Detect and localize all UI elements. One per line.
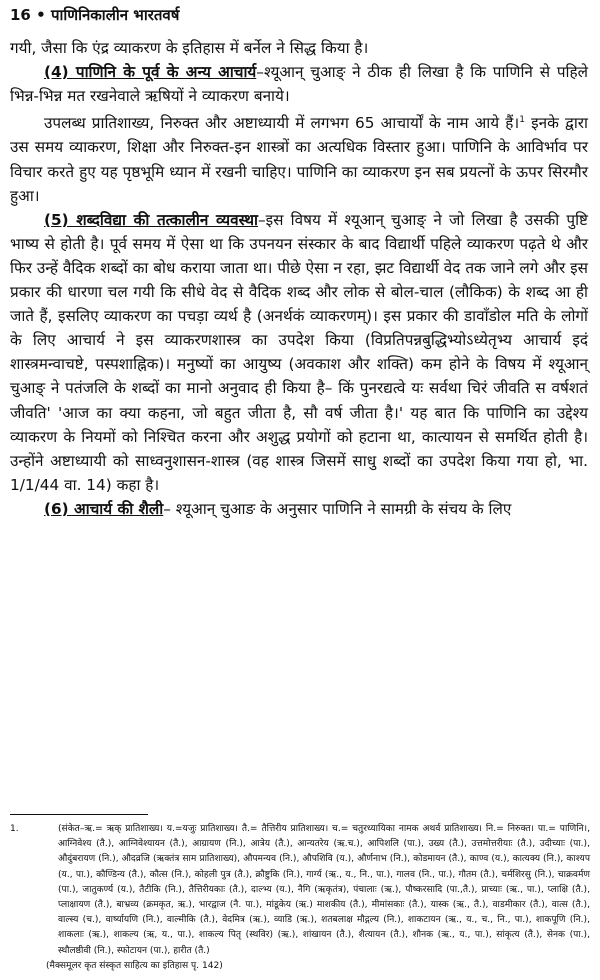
footnote-source: (मैक्समूलर कृत संस्कृत साहित्य का इतिहास पृ. 142) [46, 960, 223, 971]
running-title: पाणिनिकालीन भारतवर्ष [50, 6, 180, 24]
footnote-text [46, 822, 590, 974]
section-heading-6: (6) आचार्य की शैली [44, 499, 164, 518]
paragraph-continuation: गयी, जैसा कि एंद्र व्याकरण के इतिहास में बर्नेल ने सिद्ध किया है। [10, 39, 369, 57]
footnote-number: 1. [10, 824, 19, 834]
section-heading-4: (4) पाणिनि के पूर्व के अन्य आचार्य [44, 63, 257, 82]
paragraph-other-teachers: (4) पाणिनि के पूर्व के अन्य आचार्य–श्यूआन् चुआङ् ने ठीक ही लिखा है कि पाणिनि से पहिले भिन्न-भिन्न मत रखनेवाले ऋषियों ने व्याकरण बनाये। [10, 63, 588, 106]
paragraph-teacher-style: (6) आचार्य की शैली– श्यूआन् चुआङ के अनुसार पाणिनि ने सामग्री के संचय के लिए [44, 499, 512, 518]
page-header [10, 2, 590, 28]
section-heading-5: (5) शब्दविद्या की तत्कालीन व्यवस्था [44, 210, 258, 229]
footnote-divider [10, 814, 148, 815]
footnote-teacher-list: (संकेत–ऋ.= ऋक् प्रातिशाख्य। य.=यजुः प्रातिशाख्य। तै.= तैत्तिरीय प्रातिशाख्य। च.= चतुरध्यायिका नामक अथर्व प्रातिशाख्य। नि.= निरुक्त। पा.= पाणिनि।, आग्निवेश्य (तै.), आग्निवेश्यायन (तै.), आग्रायण (नि.), आत्रेय (तै.), आन्यतरेय (ऋ.च.), आपिशलि (पा.), उख्य (तै.), उत्तमोत्तरीयाः (तै.), उदीच्याः (पा.), औदुंबरायण (नि.), औदव्रजि (ऋक्तंत्र साम प्रातिशाख्य), औपमन्यव (नि.), औपशिवि (य.), और्णनाभ (नि.), कोडमायन (तै.), काण्व (य.), कात्यक्य (नि.), काश्यप (य., पा.), कौण्डिन्य (तै.), कौत्स (नि.), कोहली पुत्र (तै.), क्रौष्टुकि (नि.), गार्ग्य (ऋ., य., नि., पा.), गालव (नि., पा.), गौतम (तै.), चर्मशिरसु (नि.), चाक्रवर्मण (पा.), जातुकर्ण्य (य.), तैटीकि (नि.), तैत्तिरीयकाः (तै.), दाल्भ्य (य.), नैगि (ऋकृतंत्र), पंचालाः (ऋ.), पौष्करसादि (पा.,तै.), प्राच्याः (ऋ., पा.), प्लाक्षि (तै.), प्लाक्षायण (तै.), बाभ्रव्य (क्रमकृत, ऋ.), भारद्वाज (नै. पा.), मांडूकेय (ऋ.) माशकीय (तै.), मीमांसकाः (तै.), यास्क (ऋ., तै.), वाडमीकार (तै.), वात्स (तै.), वाल्स्य (च.), वार्ष्यायणि (नि.), वाल्मीकि (तै.), वेदमित्र (ऋ.), व्याडि (ऋ.), शतबलाक्ष मौद्गल्य (नि.), शाकटायन (ऋ., य., च., नि., पा.), शाकपूणि (नि.), शाकलाः (ऋ.), शाकल्य (ऋ, य., पा.), शाकल्य पितृ (स्थविर) (ऋ.), शांखायन (तै.), शैत्यायन (तै.), शौनक (ऋ., य., पा.), सांकृत्य (तै.), सेनक (पा.), स्थौलष्ठीवी (नि.), स्फोटायन (पा.), हारीत (तै.) [58, 824, 590, 956]
paragraph-sixty-five-teachers: उपलब्ध प्रातिशाख्य, निरुक्त और अष्टाध्यायी में लगभग 65 आचार्यों के नाम आये हैं।$^1$ इनके द्वारा उस समय व्याकरण, शिक्षा और निरुक्त-इन शास्त्रों का अत्यधिक विस्तार हुआ। पाणिनि के आविर्भाव पर विचार करते हुए यह पृष्ठभूमि ध्यान में रखनी चाहिए। पाणिनि का व्याकरण इन सब प्रयत्नों के ऊपर सिरमौर हुआ। [10, 114, 589, 205]
header-separator: • [36, 6, 46, 24]
page-number: 16 [10, 6, 31, 24]
body-text [10, 36, 588, 521]
paragraph-grammar-system: (5) शब्दविद्या की तत्कालीन व्यवस्था–इस विषय में श्यूआन् चुआङ् ने जो लिखा है उसकी पुष्टि भाष्य से होती है। पूर्व समय में ऐसा था कि उपनयन संस्कार के बाद विद्यार्थी पहिले व्याकरण पढ़ते थे और फिर उन्हें वैदिक शब्दों का बोध कराया जाता था। पीछे ऐसा न रहा, झट विद्यार्थी वेद तक जाने लगे और इस प्रकार की धारणा चल गयी कि सीधे वेद से वैदिक शब्द और लोक से बोल-चाल (लौकिक) के शब्द आ ही जाते हैं, इसलिए व्याकरण का पचड़ा व्यर्थ है (अनर्थकं व्याकरणम्)। इस प्रकार की डावाँडोल मति के लोगों के लिए आचार्य ने इस व्याकरणशास्त्र का उपदेश किया (विप्रतिपन्नबुद्धिभ्योऽध्येतृभ्य आचार्य इदं शास्त्रमन्वाचष्टे, पस्पशाह्निक)। मनुष्यों का आयुष्य (अवकाश और शक्ति) कम होने के विषय में श्यूआन् चुआङ् ने पतंजलि के शब्दों का मानो अनुवाद ही किया है– किं पुनरद्यत्वे यः सर्वथा चिरं जीवति स वर्षशतं जीवति' 'आज का क्या कहना, जो बहुत जीता है, सौ वर्ष जीता है।' यह बात कि पाणिनि का उद्देश्य व्याकरण के नियमों को निश्चित करना और अशुद्ध प्रयोगों को हटाना था, कात्यायन से समर्थित होती है। उन्होंने अष्टाध्यायी को साध्वनुशासन-शास्त्र (वह शास्त्र जिसमें साधु शब्दों का उपदेश किया गया हो, भा. 1/1/44 वा. 14) कहा है। [10, 210, 588, 494]
footnote-reference: 1 [519, 115, 525, 126]
